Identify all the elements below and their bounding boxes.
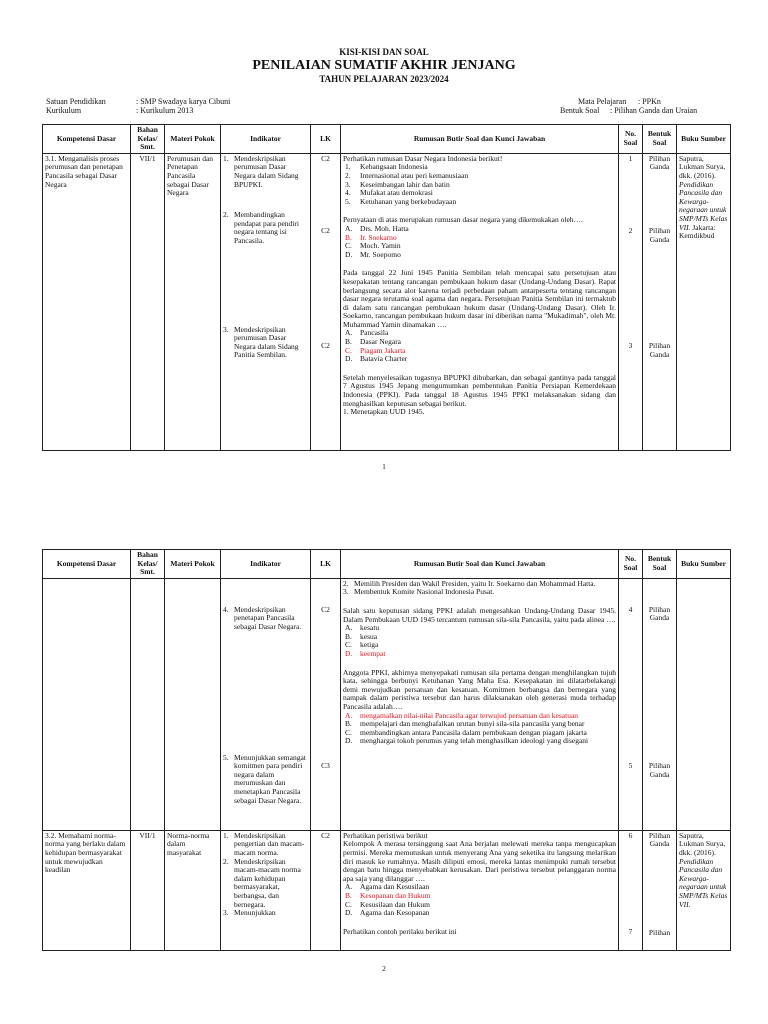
doc-title-1: KISI-KISI DAN SOAL — [339, 47, 429, 57]
indikator-3: 3. Mendeskripsikan perumusan Dasar Negara dalam Sidang Panitia Sembilan. — [223, 324, 299, 360]
q2-stem: Pernyataan di atas merupakan rumusan dasar negara yang dikemukakan oleh…. — [343, 215, 583, 225]
indikator-kd2-2: 2. Mendeskripsikan macam-macam norma dalam kehidupan bermasyarakat, berbangsa, dan bernegara. — [223, 856, 301, 909]
q4-stem-part-1: Setelah menyelesaikan tugasnya BPUPKI dibubarkan, dan sebagai gantinya pada tanggal 7 Agustus 1945 Jepang mengumumkan pembentukan Panitia Persiapan Kemerdekaan Indonesia (PPKI). Pada tanggal 18 Agustus 1945 PPKI melaksanakan sidang dan menghasilkan keputusan sebagai berikut. — [343, 372, 616, 408]
q1-item-3: 3. Keseimbangan lahir dan batin — [345, 179, 450, 189]
q6-stem: Kelompok A merasa tersinggung saat Ana berjalan melewati mereka tanpa mengucapkan permisi. Mereka memutuskan untuk menyerang Ana yang seketika itu langsung melarikan diri masuk ke rumahnya. Masih diliputi emosi, mereka lantas menimpuki rumah tersebut dengan batu hingga menyebabkan kerusakan. Dari peristiwa tersebut pelanggaran norma apa saja yang dilanggar …. — [343, 839, 616, 883]
kelas-cell-empty — [131, 578, 165, 830]
q3-stem: Pada tanggal 22 Juni 1945 Panitia Sembilan telah mencapai satu persetujuan atau kesepakatan tentang rancangan pembukaan hukum dasar (Undang-Undang Dasar). Rapat berlangsung secara alot karena terjadi perbedaan paham antarpeserta tentang rancangan dasar negara terutama soal agama dan negara. Persetujuan Panitia Sembilan ini termaktub di dalam satu rancangan pembukaan hukum dasar (Undang-Undang Dasar). Oleh Ir. Soekarno, rancangan pembukaan hukum dasar ini diberikan nama "Mukadimah", oleh Mr. Muhammad Yamin dinamakan …. — [343, 268, 616, 329]
rumusan-cell — [341, 830, 619, 950]
col-bentuk: Bentuk Soal — [643, 550, 677, 579]
col-indikator: Indikator — [221, 550, 311, 579]
col-lk: LK — [311, 125, 341, 154]
indikator-kd2-1: 1. Mendeskripsikan pengertian dan macam-macam norma. — [223, 830, 305, 857]
q3-option-d: D. Batavia Charter — [345, 354, 408, 364]
col-indikator: Indikator — [221, 125, 311, 154]
col-materi: Materi Pokok — [165, 550, 221, 579]
bentuk-soal-cell: Pilihan Ganda Pilihan — [643, 830, 677, 950]
bentuk-value: : Pilihan Ganda dan Uraian — [610, 106, 698, 115]
q5-option-d: D. menghargai tokoh perumus yang telah menghasilkan ideologi yang disegani — [345, 736, 589, 746]
table-row — [43, 578, 731, 830]
col-rumusan: Rumusan Butir Soal dan Kunci Jawaban — [341, 125, 619, 154]
q6-option-c: C. Kesusilaan dan Hukum — [345, 899, 430, 909]
q1-item-4: 4. Mufakat atau demokrasi — [345, 188, 433, 198]
q6-option-b-answer: B. Kesopanan dan Hukum — [345, 890, 431, 900]
q3-option-a: A. Pancasila — [345, 328, 389, 338]
bentuk-label: Bentuk Soal — [560, 106, 600, 115]
q4-stem: Salah satu keputusan sidang PPKI adalah mengesahkan Undang-Undang Dasar 1945. Dalam Pembukaan UUD 1945 tercantum rumusan sila-sila Pancasila, yaitu pada alinea …. — [343, 605, 616, 624]
table-row — [43, 830, 731, 950]
q5-stem: Anggota PPKI, akhirnya menyepakati rumusan sila pertama dengan menghilangkan tujuh kata, sehingga berbunyi Ketuhanan Yang Maha Esa. Kesepakatan ini dilatarbelakangi demi mewujudkan persatuan dan kesatuan. Komitmen berbangsa dan bernegara yang nampak dalam peristiwa tersebut dan harus dilaksanakan oleh generasi muda terhadap Pancasila adalah…. — [343, 667, 616, 711]
kurikulum-value: : Kurikulum 2013 — [136, 106, 194, 115]
q5-option-c: C. membandingkan antara Pancasila dalam pembukaan dengan piagam jakarta — [345, 727, 587, 737]
q2-option-a: A. Drs. Moh. Hatta — [345, 223, 409, 233]
kelas-cell: VII/1 — [131, 153, 165, 450]
kisi-table-page-1 — [42, 124, 731, 451]
col-sumber: Buku Sumber — [677, 125, 731, 154]
page-number-2: 2 — [382, 964, 386, 973]
indikator-4: 4. Mendeskripsikan penetapan Pancasila sebagai Dasar Negara. — [223, 604, 302, 631]
materi-cell: Perumusan dan Penetapan Pancasila sebagai Dasar Negara — [165, 153, 221, 450]
col-kd: Kompetensi Dasar — [43, 125, 131, 154]
mapel-value: : PPKn — [638, 97, 661, 106]
table-header — [43, 550, 731, 579]
mapel-label: Mata Pelajaran — [578, 97, 627, 106]
q4-item-2: 2. Memilih Presiden dan Wakil Presiden, yaitu Ir. Soekarno dan Mohammad Hatta. — [343, 578, 596, 588]
q6-intro: Perhatikan peristiwa berikut — [343, 830, 428, 840]
buku-sumber-cell-empty — [677, 578, 731, 830]
q6-option-d: D. Agama dan Kesopanan — [345, 908, 430, 918]
q3-option-c-answer: C. Piagam Jakarta — [345, 345, 406, 355]
q5-option-a-answer: A. mengamalkan nilai-nilai Pancasila agar terwujud persatuan dan kesatuan — [345, 710, 579, 720]
q3-option-b: B. Dasar Negara — [345, 337, 402, 347]
q7-stem: Perhatikan contoh perilaku berikut ini — [343, 926, 457, 936]
materi-cell: Norma-norma dalam masyarakat — [165, 830, 221, 950]
table-row — [43, 153, 731, 450]
col-no: No. Soal — [619, 125, 643, 154]
col-kelas: Bahan Kelas/ Smt. — [131, 125, 165, 154]
col-no: No. Soal — [619, 550, 643, 579]
q1-item-1: 1. Kebangsaan Indonesia — [345, 162, 428, 172]
q1-item-5: 5. Ketuhanan yang berkebudayaan — [345, 196, 457, 206]
doc-title-3: TAHUN PELAJARAN 2023/2024 — [319, 74, 449, 84]
no-soal-cell: 4 5 — [619, 578, 643, 830]
indikator-cell — [221, 153, 311, 450]
q4-item-1: 1. Menetapkan UUD 1945. — [343, 407, 425, 417]
indikator-cell — [221, 578, 311, 830]
col-materi: Materi Pokok — [165, 125, 221, 154]
indikator-2: 2. Membandingkan pendapat para pendiri negara tentang isi Pancasila. — [223, 210, 299, 245]
kelas-cell: VII/1 — [131, 830, 165, 950]
q1-item-2: 2. Internasional atau peri kemanusiaan — [345, 170, 469, 180]
bentuk-soal-cell: Pilihan Ganda Pilihan Ganda — [643, 578, 677, 830]
kd-cell: 3.1. Menganalisis proses perumusan dan penetapan Pancasila sebagai Dasar Negara — [43, 153, 131, 450]
q5-option-b: B. mempelajari dan menghafalkan urutan bunyi sila-sila pancasila yang benar — [345, 719, 585, 729]
rumusan-cell — [341, 578, 619, 830]
q4-option-b: B. kesua — [345, 631, 378, 641]
q4-option-a: A. kesatu — [345, 623, 380, 633]
kd-cell: 3.2. Memahami norma-norma yang berlaku dalam kehidupan bermasyarakat untuk mewujudkan keadilan — [43, 830, 131, 950]
doc-title-2: PENILAIAN SUMATIF AKHIR JENJANG — [252, 58, 516, 73]
indikator-1: 1. Mendeskripsikan perumusan Dasar Negara dalam Sidang BPUPKI. — [223, 153, 299, 189]
buku-sumber-cell: Saputra, Lukman Surya, dkk. (2016). Pendidikan Pancasila dan Kewarga-negaraan untuk SMP/MTs Kelas VII. — [677, 830, 731, 950]
lk-cell: C2 C3 — [311, 578, 341, 830]
q4-item-3: 3. Membentuk Komite Nasional Indonesia Pusat. — [343, 587, 495, 597]
satuan-value: : SMP Swadaya karya Cibuni — [136, 97, 231, 106]
kd-cell-empty — [43, 578, 131, 830]
indikator-5: 5. Menunjukkan semangat komitmen para pendiri negara dalam merumuskan dan menetapkan Pancasila sebagai Dasar Negara. — [223, 752, 306, 805]
q4-option-c: C. ketiga — [345, 640, 379, 650]
col-rumusan: Rumusan Butir Soal dan Kunci Jawaban — [341, 550, 619, 579]
indikator-cell — [221, 830, 311, 950]
buku-sumber-cell: Saputra, Lukman Surya, dkk. (2016). Pendidikan Pancasila dan Kewarga-negaraan untuk SMP/MTs Kelas VII. Jakarta: Kemdikbud — [677, 153, 731, 450]
bentuk-soal-cell: Pilihan Ganda Pilihan Ganda Pilihan Ganda — [643, 153, 677, 450]
q4-option-d-answer: D. keempat — [345, 648, 386, 658]
col-bentuk: Bentuk Soal — [643, 125, 677, 154]
q6-option-a: A. Agama dan Kesusilaan — [345, 882, 430, 892]
q2-option-d: D. Mr. Soepomo — [345, 249, 401, 259]
kisi-table-page-2 — [42, 549, 731, 951]
rumusan-cell — [341, 153, 619, 450]
lk-cell: C2 C2 C2 — [311, 153, 341, 450]
table-header — [43, 125, 731, 154]
no-soal-cell: 1 2 3 — [619, 153, 643, 450]
col-kd: Kompetensi Dasar — [43, 550, 131, 579]
q1-intro: Perhatikan rumusan Dasar Negara Indonesia berikut! — [343, 153, 503, 163]
no-soal-cell: 6 7 — [619, 830, 643, 950]
materi-cell-empty — [165, 578, 221, 830]
col-lk: LK — [311, 550, 341, 579]
col-sumber: Buku Sumber — [677, 550, 731, 579]
indikator-kd2-3: 3. Menunjukkan — [223, 908, 276, 918]
satuan-label: Satuan Pendidikan — [46, 97, 106, 106]
col-kelas: Bahan Kelas/ Smt. — [131, 550, 165, 579]
q2-option-c: C. Moch. Yamin — [345, 241, 401, 251]
lk-cell: C2 — [311, 830, 341, 950]
q2-option-b-answer: B. Ir. Soekarno — [345, 232, 397, 242]
page-number-1: 1 — [382, 462, 386, 471]
kurikulum-label: Kurikulum — [46, 106, 82, 115]
